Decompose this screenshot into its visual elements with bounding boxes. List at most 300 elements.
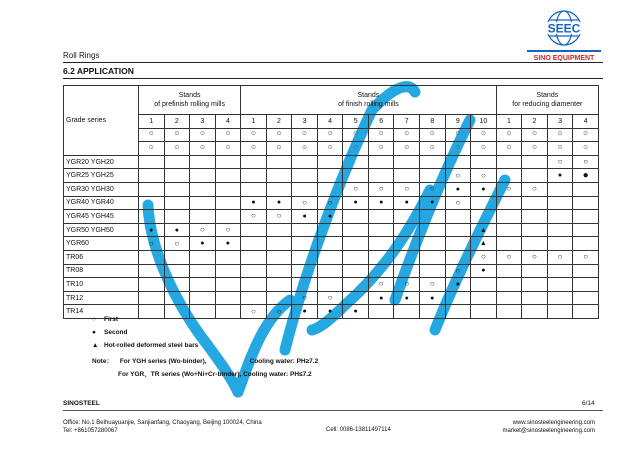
mark-cell	[241, 278, 267, 292]
stand-number: 10	[471, 115, 497, 129]
mark-cell	[394, 155, 420, 169]
spec-symbol: ⊙	[445, 128, 471, 142]
mark-cell	[420, 169, 446, 183]
open-circle-icon: ○	[327, 197, 333, 207]
mark-cell	[343, 237, 369, 251]
mark-cell	[496, 182, 522, 196]
spec-symbol: ⊙	[471, 142, 497, 156]
grade-cell: YGR30 YGH30	[64, 182, 139, 196]
mark-cell	[266, 196, 292, 210]
mark-cell	[292, 182, 318, 196]
mark-cell	[496, 237, 522, 251]
stand-number: 2	[522, 115, 548, 129]
mark-cell	[266, 210, 292, 224]
mark-cell	[496, 210, 522, 224]
mark-cell	[164, 196, 190, 210]
mark-cell	[522, 237, 548, 251]
mark-cell	[573, 169, 599, 183]
mark-cell	[139, 223, 165, 237]
mark-cell	[317, 264, 343, 278]
mark-cell	[164, 169, 190, 183]
open-circle-icon: ○	[583, 157, 589, 167]
spec-symbol: ⊙	[139, 142, 165, 156]
spec-symbol: ⊙	[215, 142, 241, 156]
mark-cell	[343, 250, 369, 264]
table-row	[64, 182, 599, 196]
table-row	[64, 291, 599, 305]
mark-cell	[139, 155, 165, 169]
spec-symbol: ⊙	[343, 142, 369, 156]
grade-cell: YGR25 YGH25	[64, 169, 139, 183]
table-row	[64, 196, 599, 210]
filled-dot-icon: ●	[276, 199, 282, 207]
mark-cell	[139, 210, 165, 224]
mark-cell	[420, 278, 446, 292]
mark-cell	[164, 237, 190, 251]
mark-cell	[496, 264, 522, 278]
stand-number: 5	[343, 115, 369, 129]
mark-cell	[190, 237, 216, 251]
open-circle-icon: ○	[455, 197, 461, 207]
legend-item-second	[92, 326, 198, 339]
spec-symbol: ⊙	[573, 128, 599, 142]
mark-cell	[445, 169, 471, 183]
mark-cell	[368, 155, 394, 169]
mark-cell	[394, 196, 420, 210]
stand-number: 3	[190, 115, 216, 129]
mark-cell	[547, 155, 573, 169]
mark-cell	[190, 223, 216, 237]
grade-cell: YGR40 YGR40	[64, 196, 139, 210]
mark-cell	[164, 223, 190, 237]
mark-cell	[317, 223, 343, 237]
mark-cell	[573, 291, 599, 305]
mark-cell	[139, 237, 165, 251]
spec-symbol: ⊙	[496, 128, 522, 142]
mark-cell	[317, 155, 343, 169]
mark-cell	[368, 237, 394, 251]
company-logo	[525, 6, 603, 61]
mark-cell	[445, 237, 471, 251]
mark-cell	[368, 250, 394, 264]
mark-cell	[573, 250, 599, 264]
table-row	[64, 210, 599, 224]
open-circle-icon: ○	[404, 279, 410, 289]
stand-number: 1	[139, 115, 165, 129]
mark-cell	[445, 182, 471, 196]
mark-cell	[573, 210, 599, 224]
spec-symbol: ⊙	[317, 128, 343, 142]
stand-number: 4	[317, 115, 343, 129]
table-row	[64, 223, 599, 237]
mark-cell	[266, 237, 292, 251]
mark-cell	[573, 155, 599, 169]
note-label: Note：	[92, 358, 113, 365]
open-circle-icon: ○	[429, 279, 435, 289]
office-tel: Tel: +861057280067	[63, 428, 118, 434]
mark-cell	[420, 210, 446, 224]
mark-cell	[471, 278, 497, 292]
stand-group-header	[139, 86, 241, 115]
stand-group-title: Stands	[536, 92, 559, 99]
mark-cell	[190, 155, 216, 169]
spec-symbol: ⊙	[522, 128, 548, 142]
mark-cell	[292, 196, 318, 210]
stand-group-subtitle: of prefinish rolling mills	[154, 101, 225, 108]
mark-cell	[139, 278, 165, 292]
open-circle-icon: ○	[378, 279, 384, 289]
open-circle-icon: ○	[455, 170, 461, 180]
mark-cell	[471, 264, 497, 278]
filled-dot-icon: ●	[404, 294, 409, 302]
mark-cell	[215, 155, 241, 169]
filled-dot-icon: ●	[327, 212, 333, 220]
note-line-1	[92, 356, 318, 369]
mark-cell	[368, 210, 394, 224]
filled-dot-icon: ●	[481, 185, 486, 193]
footer-divider	[63, 410, 603, 411]
mark-cell	[215, 305, 241, 319]
mark-cell	[547, 182, 573, 196]
document-title: Roll Rings	[63, 51, 100, 60]
mark-cell	[292, 264, 318, 278]
mark-cell	[394, 305, 420, 319]
mark-cell	[190, 291, 216, 305]
mark-cell	[241, 291, 267, 305]
mark-cell	[164, 155, 190, 169]
filled-dot-icon: ●	[481, 267, 486, 275]
mark-cell	[368, 182, 394, 196]
footer-address	[63, 419, 262, 435]
spec-symbol: ⊙	[266, 128, 292, 142]
filled-dot-icon: ●	[174, 226, 179, 234]
mark-cell	[573, 278, 599, 292]
mark-cell	[496, 278, 522, 292]
open-circle-icon: ○	[583, 252, 589, 262]
mark-cell	[420, 196, 446, 210]
spec-symbol: ⊙	[241, 142, 267, 156]
mark-cell	[139, 264, 165, 278]
mark-cell	[164, 291, 190, 305]
mark-cell	[522, 250, 548, 264]
mark-cell	[266, 250, 292, 264]
mark-cell	[445, 264, 471, 278]
spec-symbol: ⊙	[394, 142, 420, 156]
mark-cell	[573, 264, 599, 278]
legend-item-first	[92, 313, 198, 326]
group-header-row	[64, 86, 599, 115]
mark-cell	[522, 169, 548, 183]
mark-cell	[266, 182, 292, 196]
spec-symbol: ⊙	[394, 128, 420, 142]
mark-cell	[547, 264, 573, 278]
spec-symbol: ⊙	[190, 128, 216, 142]
mark-cell	[317, 305, 343, 319]
mark-cell	[266, 155, 292, 169]
spec-symbol: ⊙	[547, 128, 573, 142]
mark-cell	[241, 250, 267, 264]
mark-cell	[496, 196, 522, 210]
stand-group-subtitle: for reducing diamenter	[512, 101, 583, 108]
stand-number: 9	[445, 115, 471, 129]
mark-cell	[522, 305, 548, 319]
mark-cell	[394, 291, 420, 305]
stand-number: 1	[496, 115, 522, 129]
mark-cell	[164, 250, 190, 264]
grade-cell: TR12	[64, 291, 139, 305]
mark-cell	[547, 278, 573, 292]
footer-cell: Cell: 0086-13811497114	[326, 427, 391, 433]
mark-cell	[190, 264, 216, 278]
legend-label: Hot-rolled deformed steel bars	[104, 342, 199, 349]
mark-cell	[266, 278, 292, 292]
spec-symbol: ⊙	[343, 128, 369, 142]
footer-web	[470, 419, 595, 435]
filled-dot-icon: ●	[455, 185, 460, 193]
spec-symbol: ⊙	[317, 142, 343, 156]
table-row	[64, 278, 599, 292]
grade-cell: YGR20 YGH20	[64, 155, 139, 169]
spec-symbol: ⊙	[522, 142, 548, 156]
header-divider	[63, 62, 603, 63]
mark-cell	[292, 305, 318, 319]
mark-cell	[343, 182, 369, 196]
open-circle-icon: ○	[480, 252, 486, 262]
mark-cell	[547, 169, 573, 183]
open-circle-icon: ○	[532, 184, 537, 194]
spec-symbol: ⊙	[496, 142, 522, 156]
mark-cell	[139, 182, 165, 196]
open-circle-icon: ○	[302, 197, 307, 207]
mark-cell	[215, 210, 241, 224]
mark-cell	[241, 264, 267, 278]
mark-cell	[215, 196, 241, 210]
mark-cell	[190, 210, 216, 224]
spec-symbol: ⊙	[547, 142, 573, 156]
logo-subtext: SINO EQUIPMENT	[533, 55, 595, 61]
mark-cell	[420, 237, 446, 251]
triangle-icon: ▲	[479, 226, 487, 234]
grade-cell: TR14	[64, 305, 139, 319]
filled-dot-icon: ●	[327, 308, 333, 316]
spec-symbol: ⊙	[292, 128, 318, 142]
office-address: Office: No.1 Beihuayuanjie, Sanjianfang, Chaoyang, Beijing 100024, China	[63, 420, 262, 426]
mark-cell	[215, 250, 241, 264]
table-row	[64, 264, 599, 278]
legend	[92, 313, 198, 352]
mark-cell	[471, 210, 497, 224]
mark-cell	[164, 278, 190, 292]
stand-number: 8	[420, 115, 446, 129]
mark-cell	[317, 291, 343, 305]
mark-cell	[241, 196, 267, 210]
filled-dot-icon: ●	[430, 294, 435, 302]
mark-cell	[317, 250, 343, 264]
company-name: SINOSTEEL	[63, 400, 100, 407]
spec-symbol: ⊙	[368, 128, 394, 142]
mark-cell	[547, 196, 573, 210]
mark-cell	[573, 237, 599, 251]
grade-cell: TR08	[64, 264, 139, 278]
filled-dot-icon: ●	[225, 240, 231, 248]
stand-number: 4	[215, 115, 241, 129]
mark-cell	[522, 155, 548, 169]
mark-cell	[164, 264, 190, 278]
mark-cell	[368, 291, 394, 305]
filled-dot-icon: ●	[302, 308, 307, 316]
mark-cell	[266, 305, 292, 319]
mark-cell	[420, 250, 446, 264]
mark-cell	[368, 278, 394, 292]
open-circle-icon: ○	[506, 184, 512, 194]
spec-symbol: ⊙	[215, 128, 241, 142]
open-circle-icon: ○	[276, 211, 282, 221]
grade-cell: YGR50 YGH50	[64, 223, 139, 237]
mark-cell	[343, 196, 369, 210]
open-circle-icon: ○	[199, 225, 205, 235]
mark-cell	[496, 155, 522, 169]
table-row	[64, 250, 599, 264]
mark-cell	[420, 291, 446, 305]
spec-symbol: ⊙	[266, 142, 292, 156]
mark-cell	[522, 278, 548, 292]
mark-cell	[445, 291, 471, 305]
mark-cell	[292, 291, 318, 305]
mark-cell	[164, 182, 190, 196]
mark-cell	[139, 196, 165, 210]
mark-cell	[215, 182, 241, 196]
mark-cell	[139, 169, 165, 183]
note-ygr-tr: For YGR、TR series (Wo+Ni+Cr-binder), Cooling water: PH≤7.2	[118, 370, 312, 378]
open-circle-icon: ○	[532, 252, 537, 262]
mark-cell	[522, 210, 548, 224]
filled-dot-icon: ●	[404, 199, 409, 207]
section-divider	[63, 78, 603, 79]
legend-label: First	[104, 316, 119, 323]
mark-cell	[522, 264, 548, 278]
mark-cell	[496, 305, 522, 319]
stand-number: 1	[241, 115, 267, 129]
mark-cell	[522, 291, 548, 305]
mark-cell	[445, 155, 471, 169]
open-circle-icon: ○	[557, 157, 563, 167]
mark-cell	[471, 155, 497, 169]
mark-cell	[547, 305, 573, 319]
open-circle-icon: ○	[429, 184, 435, 194]
legend-label: Second	[104, 329, 128, 336]
mark-cell	[368, 264, 394, 278]
spec-symbol: ⊙	[139, 128, 165, 142]
mark-cell	[368, 196, 394, 210]
triangle-icon: ▲	[92, 342, 99, 349]
mark-cell	[241, 305, 267, 319]
stand-group-title: Stands	[357, 92, 380, 99]
mark-cell	[420, 182, 446, 196]
website-link[interactable]: www.sinosteelengineering.com	[512, 420, 595, 426]
mark-cell	[215, 223, 241, 237]
spec-symbol: ⊙	[241, 128, 267, 142]
mark-cell	[317, 278, 343, 292]
mark-cell	[547, 291, 573, 305]
filled-dot-icon: ●	[353, 308, 358, 316]
table-row	[64, 237, 599, 251]
open-circle-icon: ○	[327, 293, 333, 303]
mark-cell	[445, 210, 471, 224]
mark-cell	[343, 264, 369, 278]
mark-cell	[317, 210, 343, 224]
mark-cell	[241, 169, 267, 183]
mark-cell	[573, 223, 599, 237]
mark-cell	[394, 182, 420, 196]
email-link[interactable]: market@sinosteelengineering.com	[502, 428, 595, 434]
mark-cell	[496, 250, 522, 264]
stand-group-header	[241, 86, 496, 115]
mark-cell	[471, 182, 497, 196]
grade-cell: YGR45 YGH45	[64, 210, 139, 224]
mark-cell	[522, 182, 548, 196]
mark-cell	[445, 305, 471, 319]
grade-cell: TR06	[64, 250, 139, 264]
mark-cell	[496, 223, 522, 237]
mark-cell	[292, 250, 318, 264]
mark-cell	[471, 305, 497, 319]
open-circle-icon: ○	[506, 252, 512, 262]
open-circle-icon: ○	[251, 306, 256, 316]
mark-cell	[471, 291, 497, 305]
mark-cell	[343, 305, 369, 319]
stand-number: 2	[164, 115, 190, 129]
mark-cell	[547, 210, 573, 224]
spec-symbol: ⊙	[445, 142, 471, 156]
notes	[92, 356, 318, 381]
mark-cell	[420, 223, 446, 237]
mark-cell	[139, 291, 165, 305]
mark-cell	[241, 237, 267, 251]
filled-dot-icon: ●	[379, 199, 384, 207]
filled-dot-icon: ●	[251, 199, 256, 207]
spec-symbol: ⊙	[164, 142, 190, 156]
large-dot-icon: ●	[582, 169, 589, 181]
note-line-2	[92, 369, 318, 382]
mark-cell	[420, 305, 446, 319]
mark-cell	[317, 237, 343, 251]
mark-cell	[368, 305, 394, 319]
stand-number-row	[64, 115, 599, 129]
mark-cell	[190, 278, 216, 292]
open-circle-icon: ○	[174, 238, 180, 248]
mark-cell	[164, 210, 190, 224]
filled-dot-icon: ●	[92, 329, 96, 336]
mark-cell	[394, 210, 420, 224]
stand-number: 6	[368, 115, 394, 129]
filled-dot-icon: ●	[455, 280, 460, 288]
mark-cell	[445, 196, 471, 210]
table-row	[64, 155, 599, 169]
mark-cell	[190, 196, 216, 210]
mark-cell	[394, 169, 420, 183]
spec-symbol: ⊙	[164, 128, 190, 142]
open-circle-icon: ○	[378, 184, 384, 194]
mark-cell	[266, 223, 292, 237]
globe-logo-icon	[525, 6, 603, 61]
mark-cell	[317, 169, 343, 183]
stand-number: 3	[292, 115, 318, 129]
mark-cell	[522, 196, 548, 210]
mark-cell	[215, 169, 241, 183]
mark-cell	[317, 196, 343, 210]
note-ygh: For YGH series (Wo-binder),	[119, 358, 207, 365]
open-circle-icon: ○	[353, 184, 359, 194]
